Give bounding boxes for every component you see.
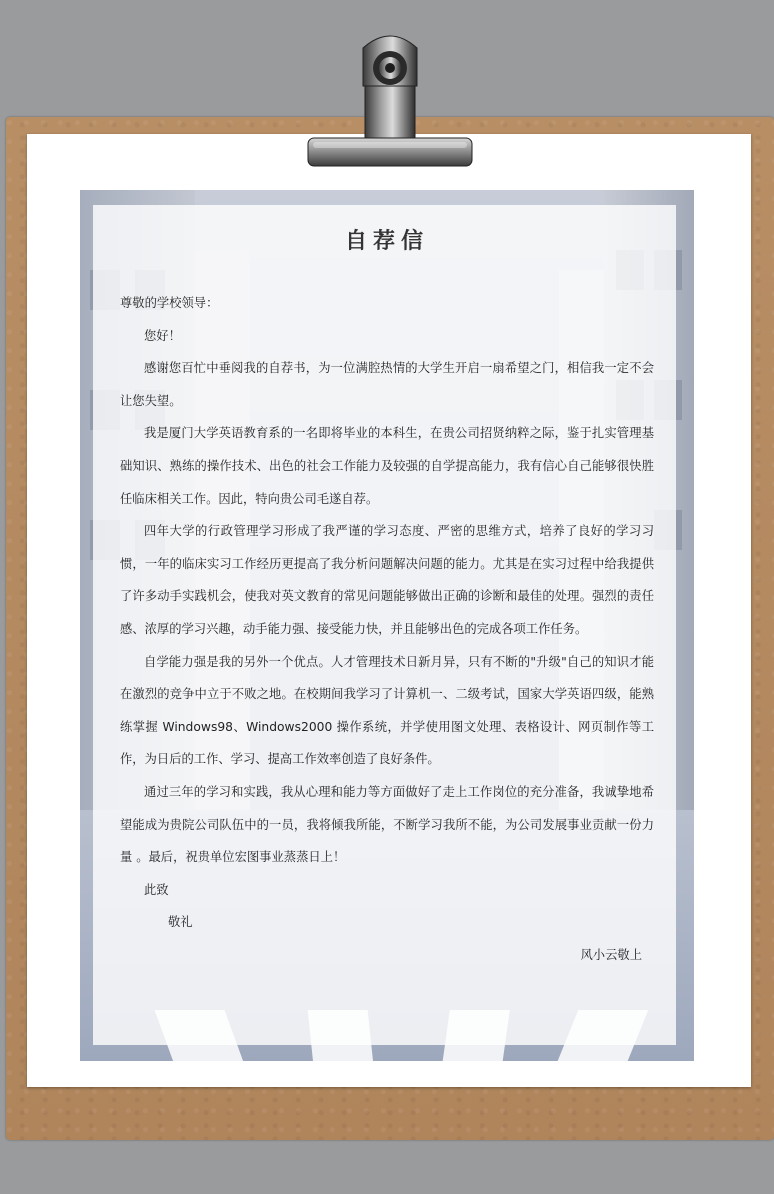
letter-title: 自荐信 — [344, 229, 429, 254]
binder-clip-icon — [305, 26, 475, 176]
letter-body — [120, 287, 654, 971]
greeting: 您好！ — [144, 328, 181, 343]
paragraph: 感谢您百忙中垂阅我的自荐书，为一位满腔热情的大学生开启一扇希望之门，相信我一定不会让您失望。 — [120, 361, 654, 408]
salutation: 尊敬的学校领导： — [120, 296, 219, 310]
regards-phrase: 敬礼 — [168, 915, 193, 930]
closing-phrase: 此致 — [144, 882, 169, 897]
paragraph: 我是厦门大学英语教育系的一名即将毕业的本科生，在贵公司招贤纳粹之际，鉴于扎实管理基础知识、熟练的操作技术、出色的社会工作能力及较强的自学提高能力，我有信心自己能够很快胜任临床相关工作。因此，特向贵公司毛遂自荐。 — [120, 426, 654, 506]
signature: 风小云敬上 — [580, 947, 642, 962]
paragraph: 四年大学的行政管理学习形成了我严谨的学习态度、严密的思维方式，培养了良好的学习习惯，一年的临床实习工作经历更提高了我分析问题解决问题的能力。尤其是在实习过程中给我提供了许多动手实践机会，使我对英文教育的常见问题能够做出正确的诊断和最佳的处理。强烈的责任感、浓厚的学习兴趣，动手能力强、接受能力快，并且能够出色的完成各项工作任务。 — [120, 524, 654, 636]
paragraph: 自学能力强是我的另外一个优点。人才管理技术日新月异，只有不断的"升级"自己的知识才能在激烈的竞争中立于不败之地。在校期间我学习了计算机一、二级考试，国家大学英语四级，能熟练掌握 Windows98、Windows2000 操作系统，并学使用图文处理、表格设计、网页制作等工作，为日后的工作、学习、提高工作效率创造了良好条件。 — [120, 654, 654, 767]
paragraph: 通过三年的学习和实践，我从心理和能力等方面做好了走上工作岗位的充分准备，我诚挚地希望能成为贵院公司队伍中的一员，我将倾我所能，不断学习我所不能，为公司发展事业贡献一份力量 。最后，祝贵单位宏图事业蒸蒸日上！ — [120, 784, 654, 865]
